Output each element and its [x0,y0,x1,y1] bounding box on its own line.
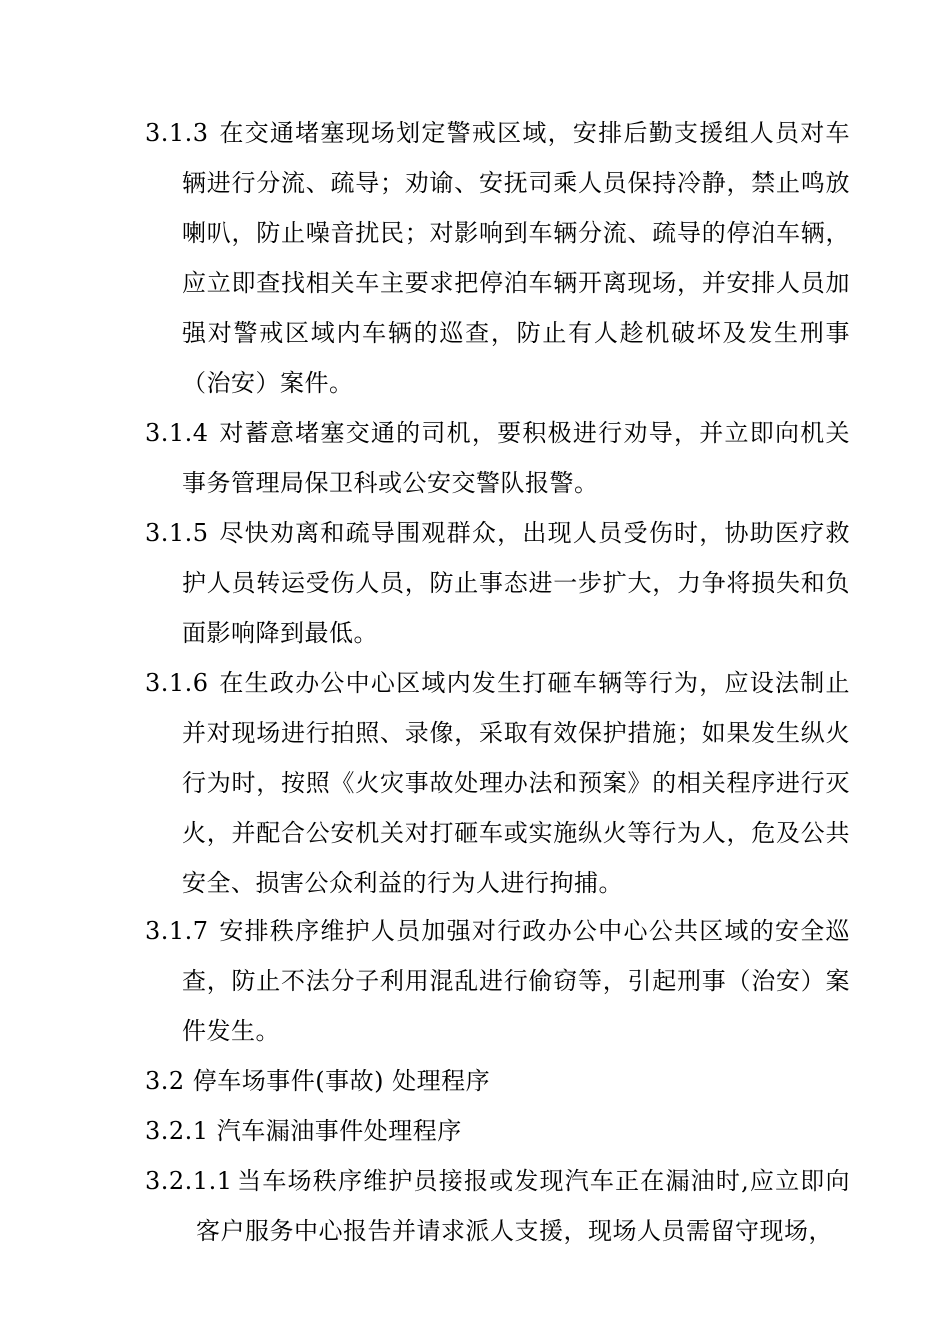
section-3-1-4 [145,408,850,508]
section-text: 当车场秩序维护员接报或发现汽车正在漏油时,应立即向客户服务中心报告并请求派人支援，现场人员需留守现场， [196,1167,850,1245]
section-number: 3.1.6 [145,669,209,697]
section-3-1-6 [145,658,850,908]
section-text: 在交通堵塞现场划定警戒区域，安排后勤支援组人员对车辆进行分流、疏导；劝谕、安抚司乘人员保持冷静，禁止鸣放喇叭，防止噪音扰民；对影响到车辆分流、疏导的停泊车辆，应立即查找相关车主要求把停泊车辆开离现场，并安排人员加强对警戒区域内车辆的巡查，防止有人趁机破坏及发生刑事（治安）案件。 [182,119,850,397]
section-text: 尽快劝离和疏导围观群众，出现人员受伤时，协助医疗救护人员转运受伤人员，防止事态进一步扩大，力争将损失和负面影响降到最低。 [182,519,850,647]
heading-3-2-1: 3.2.1 汽车漏油事件处理程序 [145,1117,462,1145]
section-3-1-7 [145,906,850,1056]
section-number: 3.2.1.1 [145,1167,233,1195]
section-3-1-5 [145,508,850,658]
section-3-1-3 [145,108,850,408]
section-number: 3.1.4 [145,419,209,447]
section-3-2-1-1 [145,1156,850,1256]
section-text: 在生政办公中心区域内发生打砸车辆等行为，应设法制止并对现场进行拍照、录像，采取有效保护措施；如果发生纵火行为时，按照《火灾事故处理办法和预案》的相关程序进行灭火，并配合公安机关对打砸车或实施纵火等行为人，危及公共安全、损害公众利益的行为人进行拘捕。 [182,669,850,897]
section-number: 3.1.7 [145,917,209,945]
heading-3-2: 3.2 停车场事件(事故) 处理程序 [145,1067,491,1095]
section-text: 安排秩序维护人员加强对行政办公中心公共区域的安全巡查，防止不法分子利用混乱进行偷窃等，引起刑事（治安）案件发生。 [182,917,850,1045]
section-text: 对蓄意堵塞交通的司机，要积极进行劝导，并立即向机关事务管理局保卫科或公安交警队报警。 [182,419,850,497]
section-number: 3.1.5 [145,519,209,547]
section-number: 3.1.3 [145,119,209,147]
